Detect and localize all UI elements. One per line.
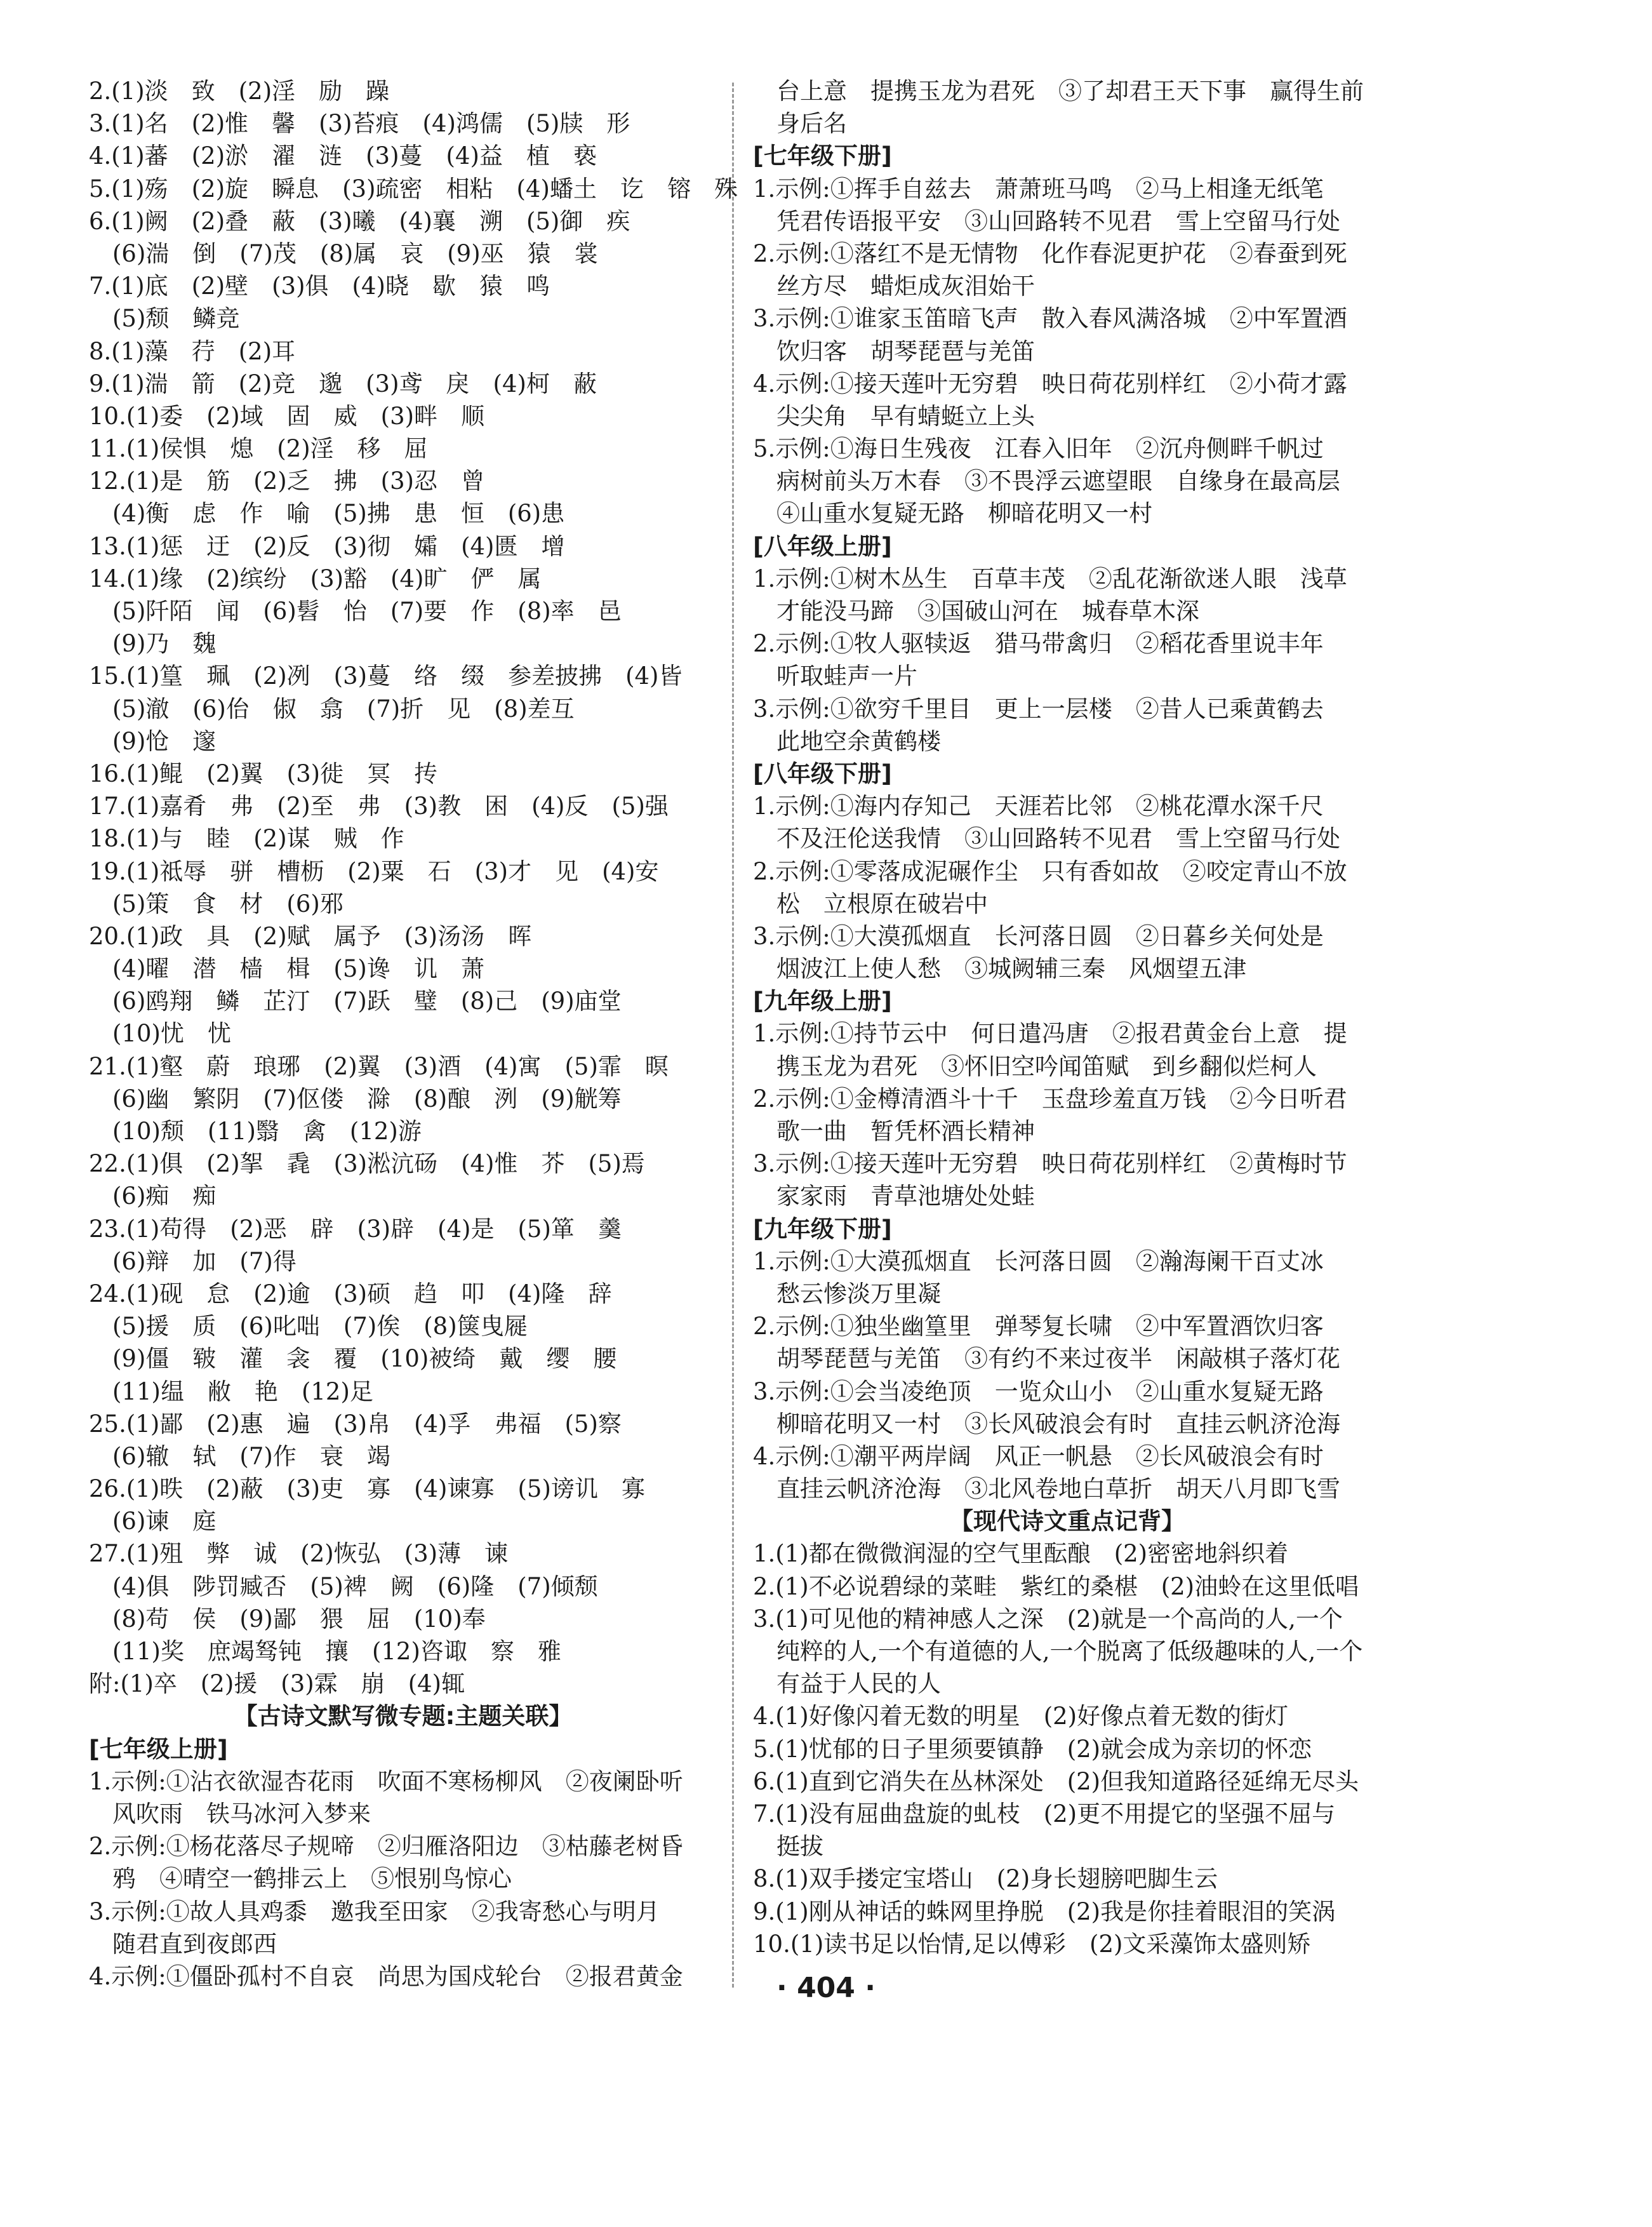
answer-line: 4.(1)蕃 (2)淤 濯 涟 (3)蔓 (4)益 植 亵 [89, 142, 597, 170]
answer-line: 4.示例:①僵卧孤村不自哀 尚思为国戍轮台 ②报君黄金 [89, 1962, 683, 1990]
answer-line: (6)鸥翔 鳞 芷汀 (7)跃 璧 (8)己 (9)庙堂 [89, 987, 622, 1015]
answer-line: 7.(1)没有屈曲盘旋的虬枝 (2)更不用提它的坚强不屈与 [753, 1800, 1336, 1828]
answer-line: 2.示例:①杨花落尽子规啼 ②归雁洛阳边 ③枯藤老树昏 [89, 1833, 683, 1861]
answer-line: 25.(1)鄙 (2)惠 遍 (3)帛 (4)孚 弗福 (5)察 [89, 1410, 622, 1438]
answer-line: 携玉龙为君死 ③怀旧空吟闻笛赋 到乡翻似烂柯人 [753, 1052, 1317, 1080]
answer-line: (6)辩 加 (7)得 [89, 1247, 296, 1275]
left-theme-answer-list [89, 1733, 736, 1993]
answer-line: 1.示例:①持节云中 何日遣冯唐 ②报君黄金台上意 提 [753, 1020, 1347, 1048]
section-heading-modern-poetry: 【现代诗文重点记背】 [950, 1508, 1185, 1535]
answer-line: 2.示例:①零落成泥碾作尘 只有香如故 ②咬定青山不放 [753, 857, 1347, 885]
answer-line: 鸦 ④晴空一鹤排云上 ⑤恨别鸟惊心 [89, 1865, 512, 1893]
answer-line: 6.(1)直到它消失在丛林深处 (2)但我知道路径延绵无尽头 [753, 1767, 1359, 1795]
answer-line: 5.(1)忧郁的日子里须要镇静 (2)就会成为亲切的怀恋 [753, 1735, 1312, 1763]
answer-line: (9)怆 邃 [89, 727, 216, 755]
answer-line: 10.(1)委 (2)域 固 威 (3)畔 顺 [89, 402, 485, 430]
answer-line: (5)澈 (6)佁 俶 翕 (7)折 见 (8)差互 [89, 695, 575, 723]
answer-line: 1.示例:①沾衣欲湿杏花雨 吹面不寒杨柳风 ②夜阑卧听 [89, 1767, 683, 1795]
answer-line: 风吹雨 铁马冰河入梦来 [89, 1800, 371, 1828]
answer-line: 挺拔 [753, 1833, 823, 1861]
answer-line: (5)颓 鳞竞 [89, 305, 240, 333]
answer-line: 17.(1)嘉肴 弗 (2)至 弗 (3)教 困 (4)反 (5)强 [89, 792, 669, 820]
answer-line: 3.(1)可见他的精神感人之深 (2)就是一个高尚的人,一个 [753, 1605, 1343, 1633]
answer-line: 不及汪伦送我情 ③山回路转不见君 雪上空留马行处 [753, 825, 1340, 853]
answer-line: ④山重水复疑无路 柳暗花明又一村 [753, 500, 1152, 528]
answer-line: (10)忧 忧 [89, 1020, 231, 1048]
answer-line: (11)奖 庶竭驽钝 攘 (12)咨诹 察 雅 [89, 1638, 561, 1665]
answer-line: 8.(1)双手搂定宝塔山 (2)身长翅膀吧脚生云 [753, 1865, 1218, 1893]
answer-line: 柳暗花明又一村 ③长风破浪会有时 直挂云帆济沧海 [753, 1410, 1340, 1438]
answer-line: 3.示例:①欲穷千里目 更上一层楼 ②昔人已乘黄鹤去 [753, 695, 1324, 723]
answer-line: (5)援 质 (6)叱咄 (7)俟 (8)箧曳屣 [89, 1313, 528, 1341]
answer-line: 身后名 [753, 110, 847, 138]
answer-line: 21.(1)壑 蔚 琅琊 (2)翼 (3)酒 (4)寓 (5)霏 暝 [89, 1052, 669, 1080]
answer-line: (4)曜 潜 樯 楫 (5)谗 讥 萧 [89, 955, 484, 983]
answer-line: 10.(1)读书足以怡情,足以傅彩 (2)文采藻饰太盛则矫 [753, 1930, 1311, 1958]
answer-line: 4.(1)好像闪着无数的明星 (2)好像点着无数的街灯 [753, 1702, 1289, 1730]
answer-line: 台上意 提携玉龙为君死 ③了却君王天下事 赢得生前 [753, 77, 1364, 105]
page-number: · 404 · [776, 1972, 876, 2004]
answer-line: 饮归客 胡琴琵琶与羌笛 [753, 337, 1035, 365]
answer-line: 随君直到夜郎西 [89, 1930, 277, 1958]
answer-line: 病树前头万木春 ③不畏浮云遮望眼 自缘身在最高层 [753, 467, 1340, 495]
answer-line: 24.(1)砚 怠 (2)逾 (3)硕 趋 叩 (4)隆 辞 [89, 1280, 612, 1307]
answer-line: 5.示例:①海日生残夜 江春入旧年 ②沉舟侧畔千帆过 [753, 435, 1324, 463]
answer-line: 19.(1)祗辱 骈 槽枥 (2)粟 石 (3)才 见 (4)安 [89, 857, 659, 885]
answer-line: (8)苟 侯 (9)鄙 猥 屈 (10)奉 [89, 1605, 486, 1633]
section-heading-classical-poetry: 【古诗文默写微专题:主题关联】 [234, 1702, 573, 1730]
answer-line: 27.(1)殂 弊 诚 (2)恢弘 (3)薄 谏 [89, 1540, 509, 1568]
answer-line: (5)阡陌 闻 (6)髫 怡 (7)要 作 (8)率 邑 [89, 598, 622, 625]
answer-line: 2.示例:①牧人驱犊返 猎马带禽归 ②稻花香里说丰年 [753, 630, 1324, 658]
answer-line: 5.(1)殇 (2)旋 瞬息 (3)疏密 相粘 (4)蟠土 讫 镕 殊 [89, 175, 738, 203]
answer-line: 尖尖角 早有蜻蜓立上头 [753, 402, 1035, 430]
answer-line: 2.(1)淡 致 (2)淫 励 躁 [89, 77, 390, 105]
answer-line: 4.示例:①接天莲叶无穷碧 映日荷花别样红 ②小荷才露 [753, 370, 1347, 398]
answer-line: 有益于人民的人 [753, 1670, 941, 1698]
answer-line: (11)缊 敝 艳 (12)足 [89, 1377, 373, 1405]
answer-line: 纯粹的人,一个有道德的人,一个脱离了低级趣味的人,一个 [753, 1638, 1363, 1665]
grade-subheading: [九年级下册] [753, 1215, 892, 1243]
answer-line: 3.示例:①谁家玉笛暗飞声 散入春风满洛城 ②中军置酒 [753, 305, 1347, 333]
answer-line: 烟波江上使人愁 ③城阙辅三秦 风烟望五津 [753, 955, 1246, 983]
answer-line: 3.示例:①故人具鸡黍 邀我至田家 ②我寄愁心与明月 [89, 1897, 660, 1925]
answer-line: 听取蛙声一片 [753, 662, 917, 690]
answer-line: (6)谏 庭 [89, 1508, 216, 1535]
answer-line: 1.示例:①海内存知己 天涯若比邻 ②桃花潭水深千尺 [753, 792, 1324, 820]
answer-line: 13.(1)惩 迂 (2)反 (3)彻 孀 (4)匮 增 [89, 532, 565, 560]
answer-line: 此地空余黄鹤楼 [753, 727, 941, 755]
answer-line: 12.(1)是 筋 (2)乏 拂 (3)忍 曾 [89, 467, 485, 495]
answer-line: 20.(1)政 具 (2)赋 属予 (3)汤汤 晖 [89, 922, 532, 950]
right-modern-answer-list [753, 1537, 1401, 1960]
answer-line: 丝方尽 蜡炬成灰泪始干 [753, 272, 1035, 300]
answer-line: 3.示例:①会当凌绝顶 一览众山小 ②山重水复疑无路 [753, 1377, 1324, 1405]
answer-line: 14.(1)缘 (2)缤纷 (3)豁 (4)旷 俨 属 [89, 565, 542, 592]
answer-line: 26.(1)昳 (2)蔽 (3)吏 寡 (4)谏寡 (5)谤讥 寡 [89, 1475, 645, 1503]
grade-subheading: [八年级下册] [753, 759, 892, 787]
answer-line: (9)僵 皲 灌 衾 覆 (10)被绮 戴 缨 腰 [89, 1345, 617, 1373]
answer-line: 16.(1)鲲 (2)翼 (3)徙 冥 抟 [89, 759, 438, 787]
answer-line: 附:(1)卒 (2)援 (3)霖 崩 (4)辄 [89, 1670, 465, 1698]
grade-subheading: [七年级下册] [753, 142, 892, 170]
answer-line: 1.示例:①树木丛生 百草丰茂 ②乱花渐欲迷人眼 浅草 [753, 565, 1347, 592]
answer-line: 2.示例:①落红不是无情物 化作春泥更护花 ②春蚕到死 [753, 239, 1347, 267]
answer-line: (6)幽 繁阴 (7)伛偻 滁 (8)酿 洌 (9)觥筹 [89, 1085, 622, 1113]
answer-line: (10)颓 (11)翳 禽 (12)游 [89, 1118, 422, 1145]
answer-line: 3.示例:①大漠孤烟直 长河落日圆 ②日暮乡关何处是 [753, 922, 1324, 950]
answer-line: 7.(1)底 (2)壁 (3)俱 (4)晓 歇 猿 鸣 [89, 272, 550, 300]
left-column [89, 75, 736, 1993]
answer-line: 18.(1)与 睦 (2)谋 贼 作 [89, 825, 404, 853]
grade-subheading: [九年级上册] [753, 987, 892, 1015]
answer-line: 9.(1)刚从神话的蛛网里挣脱 (2)我是你挂着眼泪的笑涡 [753, 1897, 1336, 1925]
answer-line: 凭君传语报平安 ③山回路转不见君 雪上空留马行处 [753, 207, 1340, 235]
answer-line: 胡琴琵琶与羌笛 ③有约不来过夜半 闲敲棋子落灯花 [753, 1345, 1340, 1373]
answer-line: (5)策 食 材 (6)邪 [89, 890, 343, 918]
answer-line: 3.示例:①接天莲叶无穷碧 映日荷花别样红 ②黄梅时节 [753, 1150, 1347, 1178]
answer-line: (4)衡 虑 作 喻 (5)拂 患 恒 (6)患 [89, 500, 565, 528]
answer-line: 22.(1)俱 (2)挐 毳 (3)淞沆砀 (4)惟 芥 (5)焉 [89, 1150, 645, 1178]
right-answer-list [753, 75, 1401, 1505]
answer-line: 家家雨 青草池塘处处蛙 [753, 1182, 1035, 1210]
answer-line: 歌一曲 暂凭杯酒长精神 [753, 1118, 1035, 1145]
answer-line: 3.(1)名 (2)惟 馨 (3)苔痕 (4)鸿儒 (5)牍 形 [89, 110, 630, 138]
answer-line: 2.示例:①独坐幽篁里 弹琴复长啸 ②中军置酒饮归客 [753, 1313, 1324, 1341]
answer-line: 1.示例:①挥手自兹去 萧萧班马鸣 ②马上相逢无纸笔 [753, 175, 1324, 203]
left-answer-list [89, 75, 736, 1700]
answer-line: 4.示例:①潮平两岸阔 风正一帆悬 ②长风破浪会有时 [753, 1442, 1324, 1470]
answer-line: 8.(1)藻 荇 (2)耳 [89, 337, 296, 365]
answer-line: (9)乃 魏 [89, 630, 216, 658]
answer-line: 15.(1)篁 珮 (2)冽 (3)蔓 络 缀 参差披拂 (4)皆 [89, 662, 683, 690]
answer-line: 才能没马蹄 ③国破山河在 城春草木深 [753, 598, 1199, 625]
right-column [753, 75, 1401, 1960]
answer-line: 2.示例:①金樽清酒斗十千 玉盘珍羞直万钱 ②今日听君 [753, 1085, 1347, 1113]
answer-line: 9.(1)湍 箭 (2)竞 邈 (3)鸢 戾 (4)柯 蔽 [89, 370, 597, 398]
answer-line: 直挂云帆济沧海 ③北风卷地白草折 胡天八月即飞雪 [753, 1475, 1340, 1503]
answer-line: (6)痴 痴 [89, 1182, 216, 1210]
answer-line: 松 立根原在破岩中 [753, 890, 988, 918]
answer-line: 愁云惨淡万里凝 [753, 1280, 941, 1307]
answer-line: (4)俱 陟罚臧否 (5)裨 阙 (6)隆 (7)倾颓 [89, 1572, 598, 1600]
answer-line: 11.(1)侯惧 熄 (2)淫 移 屈 [89, 435, 428, 463]
grade-subheading: [八年级上册] [753, 532, 892, 560]
answer-line: (6)湍 倒 (7)茂 (8)属 哀 (9)巫 猿 裳 [89, 239, 598, 267]
answer-line: 2.(1)不必说碧绿的菜畦 紫红的桑椹 (2)油蛉在这里低唱 [753, 1572, 1359, 1600]
answer-line: 6.(1)阙 (2)叠 蔽 (3)曦 (4)襄 溯 (5)御 疾 [89, 207, 630, 235]
answer-line: 23.(1)苟得 (2)恶 辟 (3)辟 (4)是 (5)箪 羹 [89, 1215, 622, 1243]
answer-line: (6)辙 轼 (7)作 衰 竭 [89, 1442, 390, 1470]
answer-line: 1.示例:①大漠孤烟直 长河落日圆 ②瀚海阑干百丈冰 [753, 1247, 1324, 1275]
answer-line: 1.(1)都在微微润湿的空气里酝酿 (2)密密地斜织着 [753, 1540, 1289, 1568]
grade-subheading: [七年级上册] [89, 1735, 228, 1763]
